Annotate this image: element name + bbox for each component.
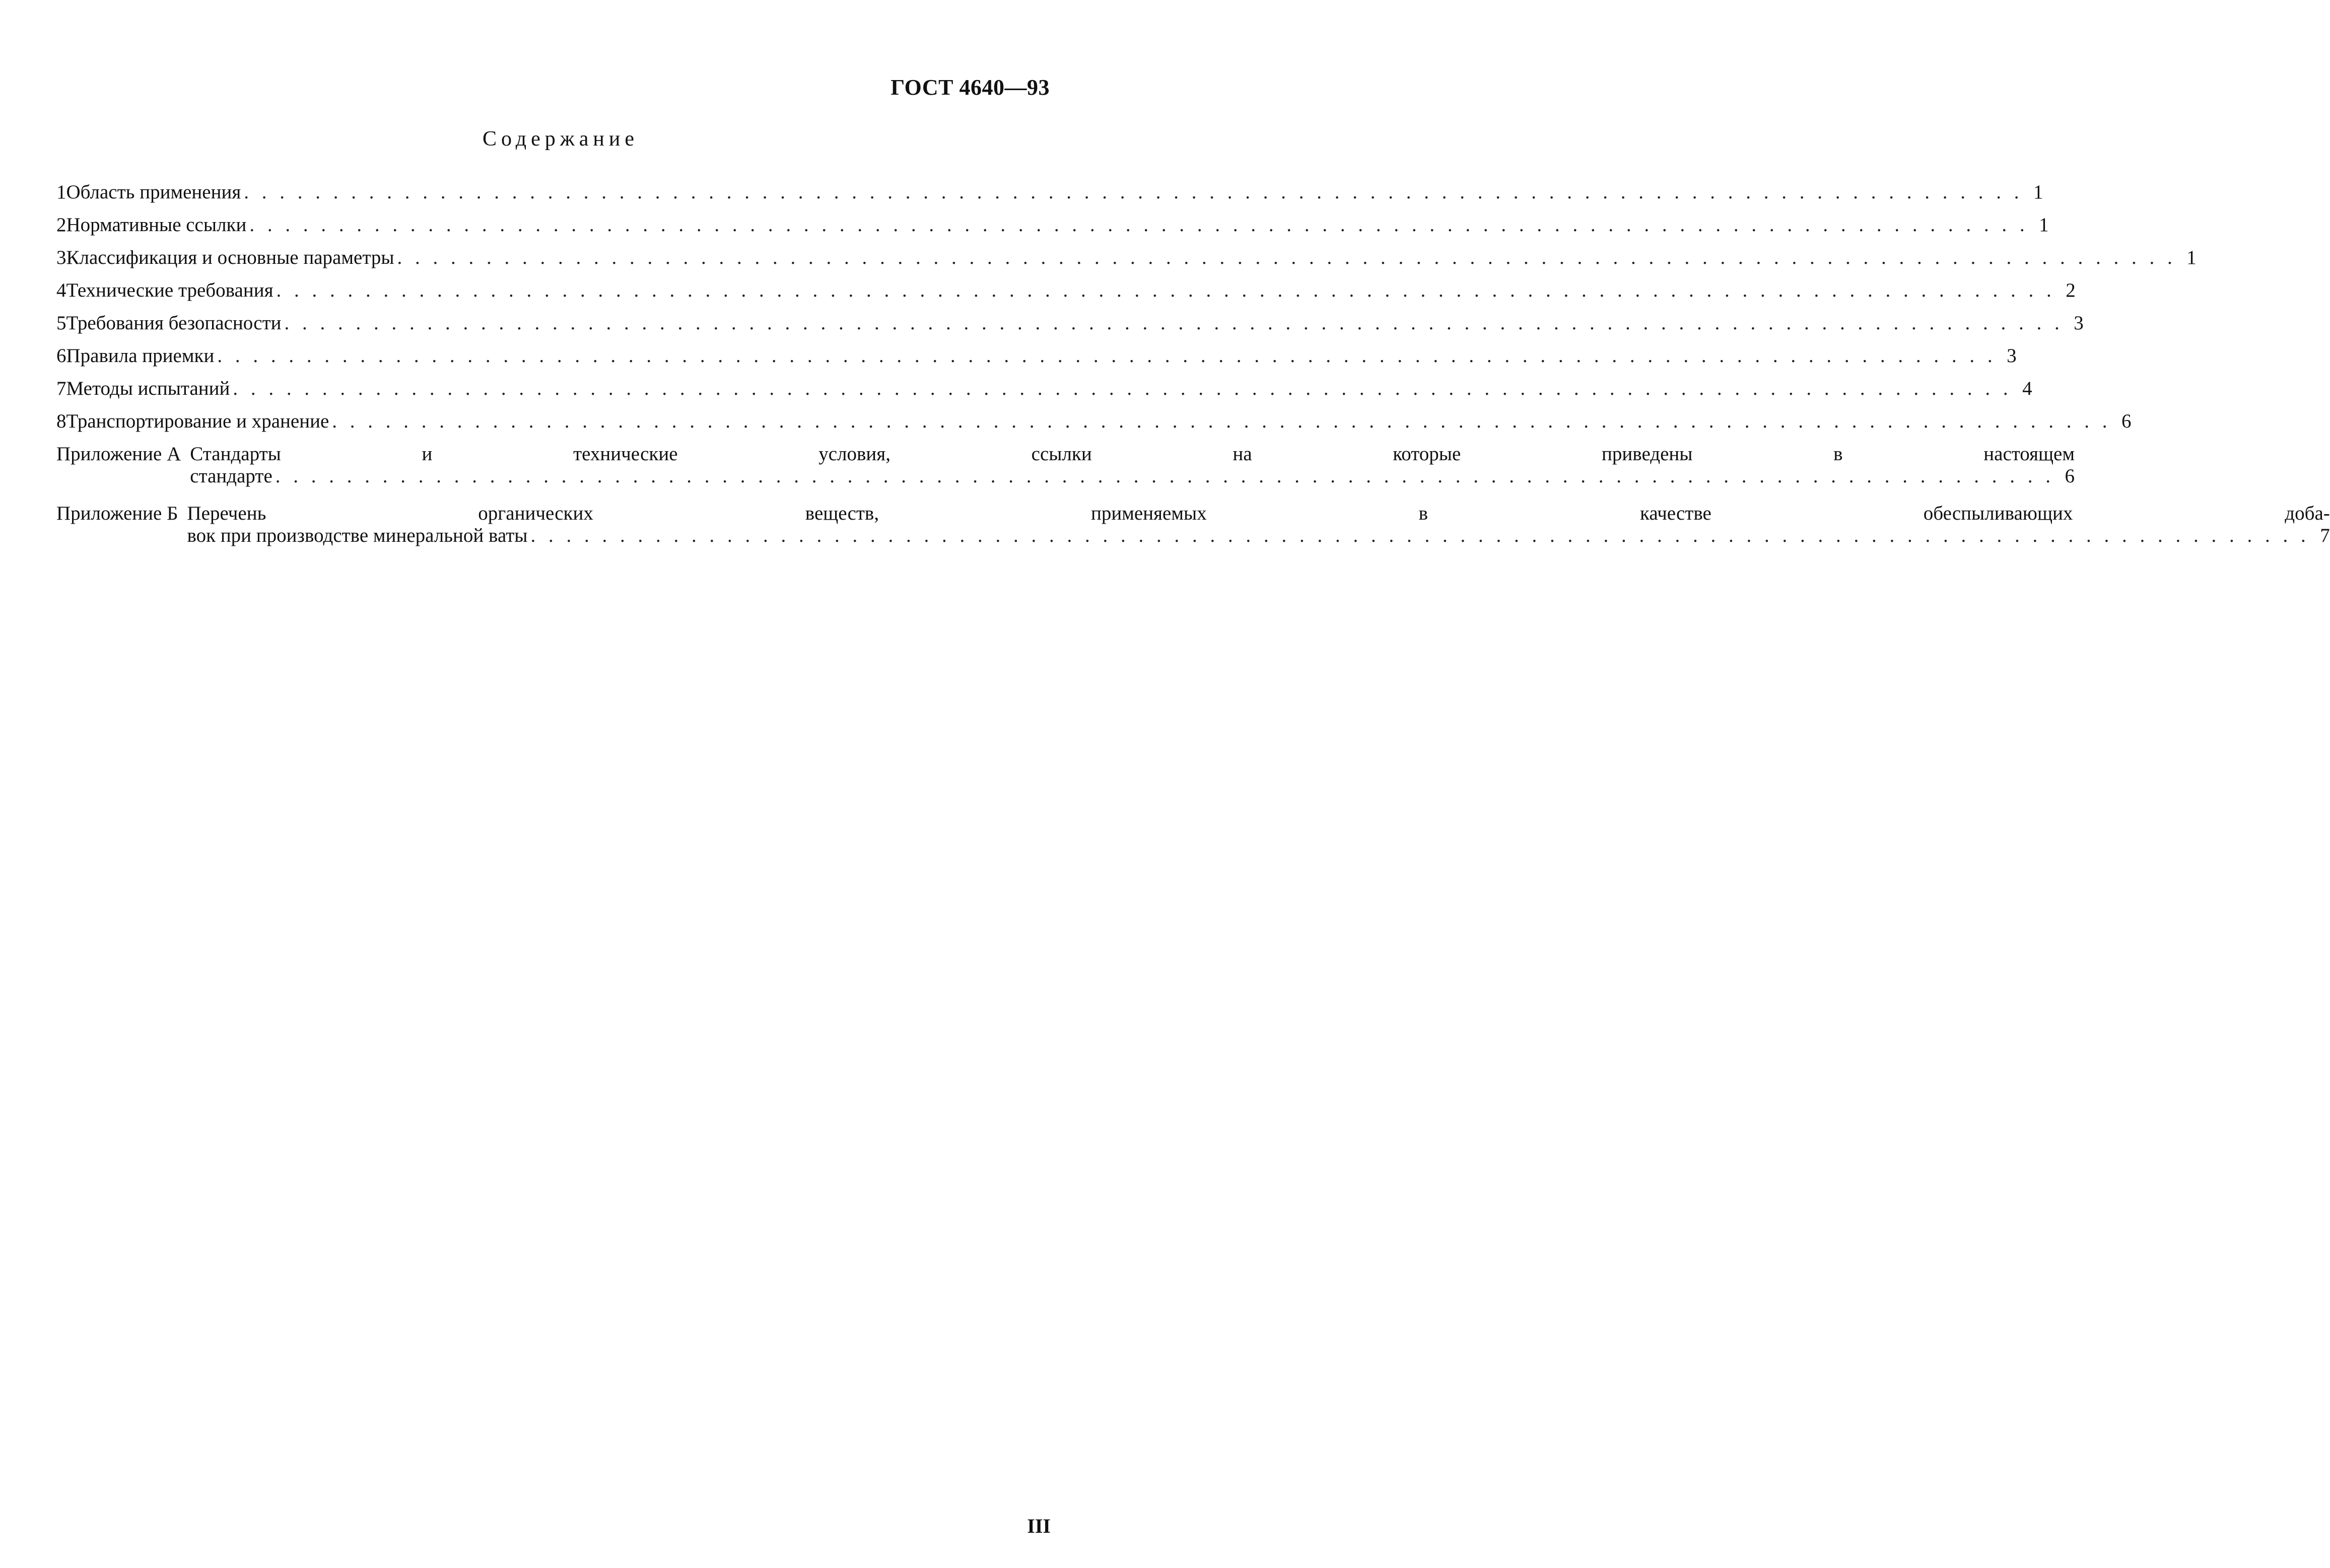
page-number: III: [1027, 1515, 1051, 1537]
toc-entry[interactable]: [56, 378, 2032, 400]
toc-entry-page: 1: [2033, 181, 2043, 203]
dot-leader: . . . . . . . . . . . . . . . . . . . . . . . . . . . . . . . . . . . . . . . . . . . . . . . . . . . . . . . . . . . . . . . . . . . . . . . . . . . . . . . . . . . . . . . . . . . . . . . . . . . .: [275, 465, 2055, 487]
toc-entry-label: Технические требования: [66, 279, 273, 301]
toc-entry-label: Нормативные ссылки: [66, 214, 247, 236]
appendix-title-line: [190, 465, 2075, 487]
toc-entry-number: 4: [56, 279, 66, 301]
appendix-entry[interactable]: [56, 443, 2075, 487]
dot-leader: . . . . . . . . . . . . . . . . . . . . . . . . . . . . . . . . . . . . . . . . . . . . . . . . . . . . . . . . . . . . . . . . . . . . . . . . . . . . . . . . . . . . . . . . . . . . . . . . . . . .: [276, 279, 2055, 301]
dot-leader: . . . . . . . . . . . . . . . . . . . . . . . . . . . . . . . . . . . . . . . . . . . . . . . . . . . . . . . . . . . . . . . . . . . . . . . . . . . . . . . . . . . . . . . . . . . . . . . . . . . .: [397, 247, 2176, 268]
dot-leader: . . . . . . . . . . . . . . . . . . . . . . . . . . . . . . . . . . . . . . . . . . . . . . . . . . . . . . . . . . . . . . . . . . . . . . . . . . . . . . . . . . . . . . . . . . . . . . . . . . . .: [332, 410, 2111, 432]
toc-entry-number: 1: [56, 181, 66, 203]
toc-entry-page: 4: [2022, 378, 2032, 399]
toc-entry-number: 6: [56, 345, 66, 367]
toc-entry[interactable]: [56, 279, 2076, 302]
page-title: Содержание: [482, 127, 639, 151]
toc-entry[interactable]: [56, 247, 2197, 269]
toc-entry-number: 7: [56, 378, 66, 399]
appendix-title-line: [187, 525, 2329, 547]
dot-leader: . . . . . . . . . . . . . . . . . . . . . . . . . . . . . . . . . . . . . . . . . . . . . . . . . . . . . . . . . . . . . . . . . . . . . . . . . . . . . . . . . . . . . . . . . . . . . . . . . . . .: [233, 378, 2012, 399]
dot-leader: . . . . . . . . . . . . . . . . . . . . . . . . . . . . . . . . . . . . . . . . . . . . . . . . . . . . . . . . . . . . . . . . . . . . . . . . . . . . . . . . . . . . . . . . . . . . . . . . . . . .: [249, 214, 2029, 236]
toc-entry-number: 5: [56, 312, 66, 334]
toc-entry-page: 3: [2007, 345, 2017, 367]
toc-entry-number: 8: [56, 410, 66, 432]
toc-entry[interactable]: [56, 312, 2084, 334]
appendix-entry[interactable]: [56, 503, 2330, 547]
document-code: ГОСТ 4640—93: [890, 75, 1050, 100]
appendix-prefix: Приложение А: [56, 443, 181, 465]
toc-entry-number: 2: [56, 214, 66, 236]
toc-entry[interactable]: [56, 345, 2017, 367]
appendix-page: 6: [2065, 465, 2075, 487]
appendix-title-line: Стандарты и технические условия, ссылки на которые приведены в настоящем: [190, 443, 2075, 465]
toc-entry-label: Требования безопасности: [66, 312, 282, 334]
toc-entry-label: Правила приемки: [66, 345, 215, 367]
toc-entry-page: 2: [2066, 279, 2076, 301]
dot-leader: . . . . . . . . . . . . . . . . . . . . . . . . . . . . . . . . . . . . . . . . . . . . . . . . . . . . . . . . . . . . . . . . . . . . . . . . . . . . . . . . . . . . . . . . . . . . . . . . . . . .: [284, 312, 2064, 334]
appendix-page: 7: [2320, 525, 2330, 546]
toc-entry[interactable]: [56, 214, 2049, 236]
toc-entry-label: Классификация и основные параметры: [66, 247, 394, 268]
appendix-title-end: стандарте: [190, 465, 272, 487]
appendix-title-end: вок при производстве минеральной ваты: [187, 525, 528, 546]
toc-entry-page: 6: [2121, 410, 2132, 432]
toc-entry-page: 3: [2074, 312, 2084, 334]
toc-entry-page: 1: [2039, 214, 2049, 236]
appendix-prefix: Приложение Б: [56, 503, 178, 524]
dot-leader: . . . . . . . . . . . . . . . . . . . . . . . . . . . . . . . . . . . . . . . . . . . . . . . . . . . . . . . . . . . . . . . . . . . . . . . . . . . . . . . . . . . . . . . . . . . . . . . . . . . .: [244, 181, 2023, 203]
toc-entry[interactable]: [56, 410, 2132, 433]
toc-entry[interactable]: [56, 181, 2043, 203]
dot-leader: . . . . . . . . . . . . . . . . . . . . . . . . . . . . . . . . . . . . . . . . . . . . . . . . . . . . . . . . . . . . . . . . . . . . . . . . . . . . . . . . . . . . . . . . . . . . . . . . . . . .: [217, 345, 1997, 367]
toc-entry-label: Транспортирование и хранение: [66, 410, 329, 432]
toc-entry-label: Методы испытаний: [66, 378, 230, 399]
toc-entry-page: 1: [2186, 247, 2197, 268]
toc-entry-label: Область применения: [66, 181, 241, 203]
dot-leader: . . . . . . . . . . . . . . . . . . . . . . . . . . . . . . . . . . . . . . . . . . . . . . . . . . . . . . . . . . . . . . . . . . . . . . . . . . . . . . . . . . . . . . . . . . . . . . . . . . . .: [530, 525, 2310, 546]
appendix-title-line: Перечень органических веществ, применяемых в качестве обеспыливающих доба-: [187, 503, 2330, 524]
toc-entry-number: 3: [56, 247, 66, 268]
